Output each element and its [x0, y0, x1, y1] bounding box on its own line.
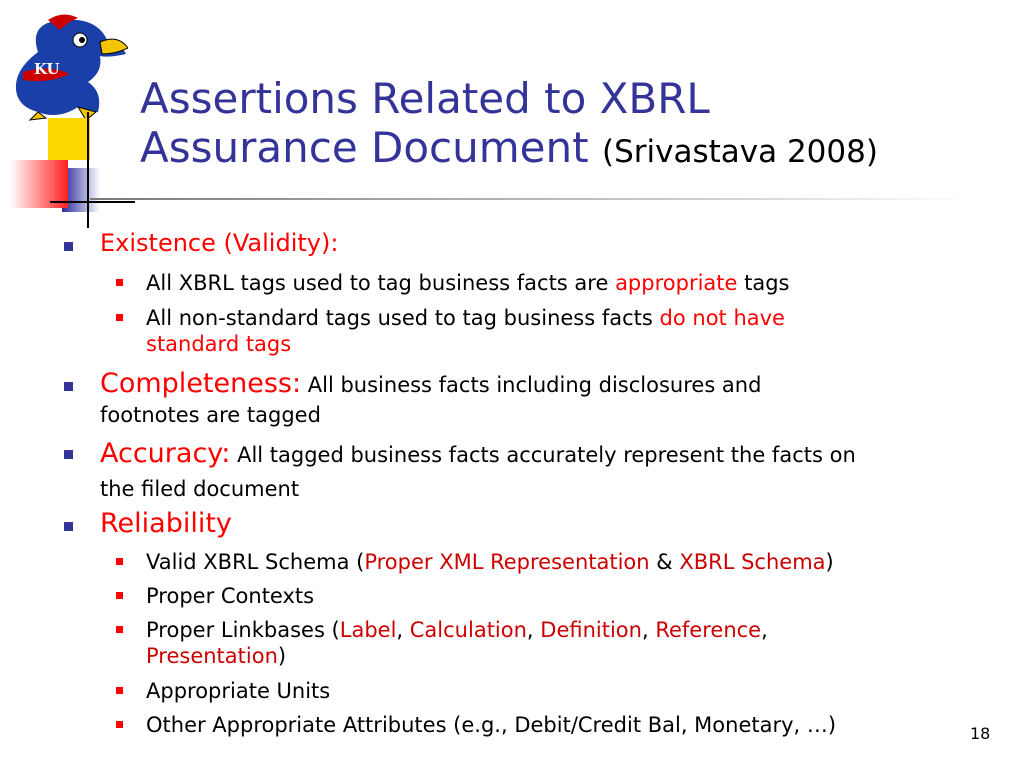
bullet-r1 — [146, 549, 834, 575]
bullet-existence — [100, 229, 338, 258]
accuracy-label: Accuracy: — [100, 438, 231, 469]
r3-sep: , — [396, 618, 410, 642]
bullet-completeness — [100, 369, 960, 430]
r1-xbrl-schema: XBRL Schema — [679, 550, 826, 574]
title-citation: (Srivastava 2008) — [601, 134, 878, 170]
bullet-r2 — [146, 583, 314, 609]
bullet-r3 — [146, 617, 768, 669]
r4-text: Appropriate Units — [146, 679, 331, 703]
jayhawk-logo-icon — [8, 12, 128, 122]
completeness-text-1: All business facts including disclosures and — [301, 373, 762, 397]
e1-highlight: appropriate — [615, 271, 738, 295]
r3-sep-end: , — [761, 618, 768, 642]
r3-sep: , — [641, 618, 656, 642]
title-line-2: Assurance Document — [140, 123, 589, 172]
decorative-squares — [0, 110, 140, 230]
r1-amp: & — [649, 550, 680, 574]
e2-highlight-2: standard tags — [146, 332, 292, 356]
accuracy-text-1: All tagged business facts accurately represent the facts on — [230, 443, 856, 467]
bullet-reliability — [100, 509, 232, 539]
existence-label: Existence (Validity): — [100, 229, 339, 257]
square-bullet-icon — [64, 522, 73, 531]
r3-pre: Proper Linkbases ( — [146, 618, 340, 642]
square-bullet-icon — [64, 450, 73, 459]
square-bullet-icon — [116, 279, 123, 286]
square-bullet-icon — [116, 687, 123, 694]
e2-highlight-1: do not have — [659, 306, 785, 330]
title-line-1: Assertions Related to XBRL — [140, 74, 710, 123]
r3-definition: Definition — [540, 618, 642, 642]
r3-reference: Reference — [655, 618, 762, 642]
r3-calculation: Calculation — [409, 618, 527, 642]
square-bullet-icon — [116, 558, 123, 565]
r2-text: Proper Contexts — [146, 584, 315, 608]
bullet-e1 — [146, 270, 790, 296]
square-bullet-icon — [64, 242, 73, 251]
bullet-r5 — [146, 712, 836, 738]
r3-sep: , — [526, 618, 541, 642]
square-bullet-icon — [116, 626, 123, 633]
square-bullet-icon — [116, 592, 123, 599]
e2-text: All non-standard tags used to tag business facts — [146, 306, 660, 330]
page-number: 18 — [970, 724, 991, 743]
bullet-e2 — [146, 305, 785, 357]
reliability-label: Reliability — [100, 508, 232, 539]
r3-presentation: Presentation — [146, 644, 278, 668]
completeness-text-2: footnotes are tagged — [100, 403, 321, 427]
square-bullet-icon — [64, 382, 73, 391]
bullet-r4 — [146, 678, 330, 704]
r1-post: ) — [825, 550, 834, 574]
accuracy-text-2: the filed document — [100, 477, 300, 501]
square-bullet-icon — [116, 721, 123, 728]
title-divider — [90, 198, 970, 200]
r3-label: Label — [339, 618, 397, 642]
bullet-accuracy — [100, 437, 1000, 506]
slide-title — [140, 74, 1000, 177]
r5-text: Other Appropriate Attributes (e.g., Debit/Credit Bal, Monetary, …) — [146, 713, 837, 737]
svg-text:KU: KU — [34, 60, 60, 78]
e1-text: All XBRL tags used to tag business facts are — [146, 271, 616, 295]
completeness-label: Completeness: — [100, 368, 302, 399]
r3-post: ) — [277, 644, 287, 668]
e1-after: tags — [737, 271, 790, 295]
r1-proper-xml: Proper XML Representation — [364, 550, 650, 574]
square-bullet-icon — [116, 314, 123, 321]
r1-pre: Valid XBRL Schema ( — [146, 550, 365, 574]
